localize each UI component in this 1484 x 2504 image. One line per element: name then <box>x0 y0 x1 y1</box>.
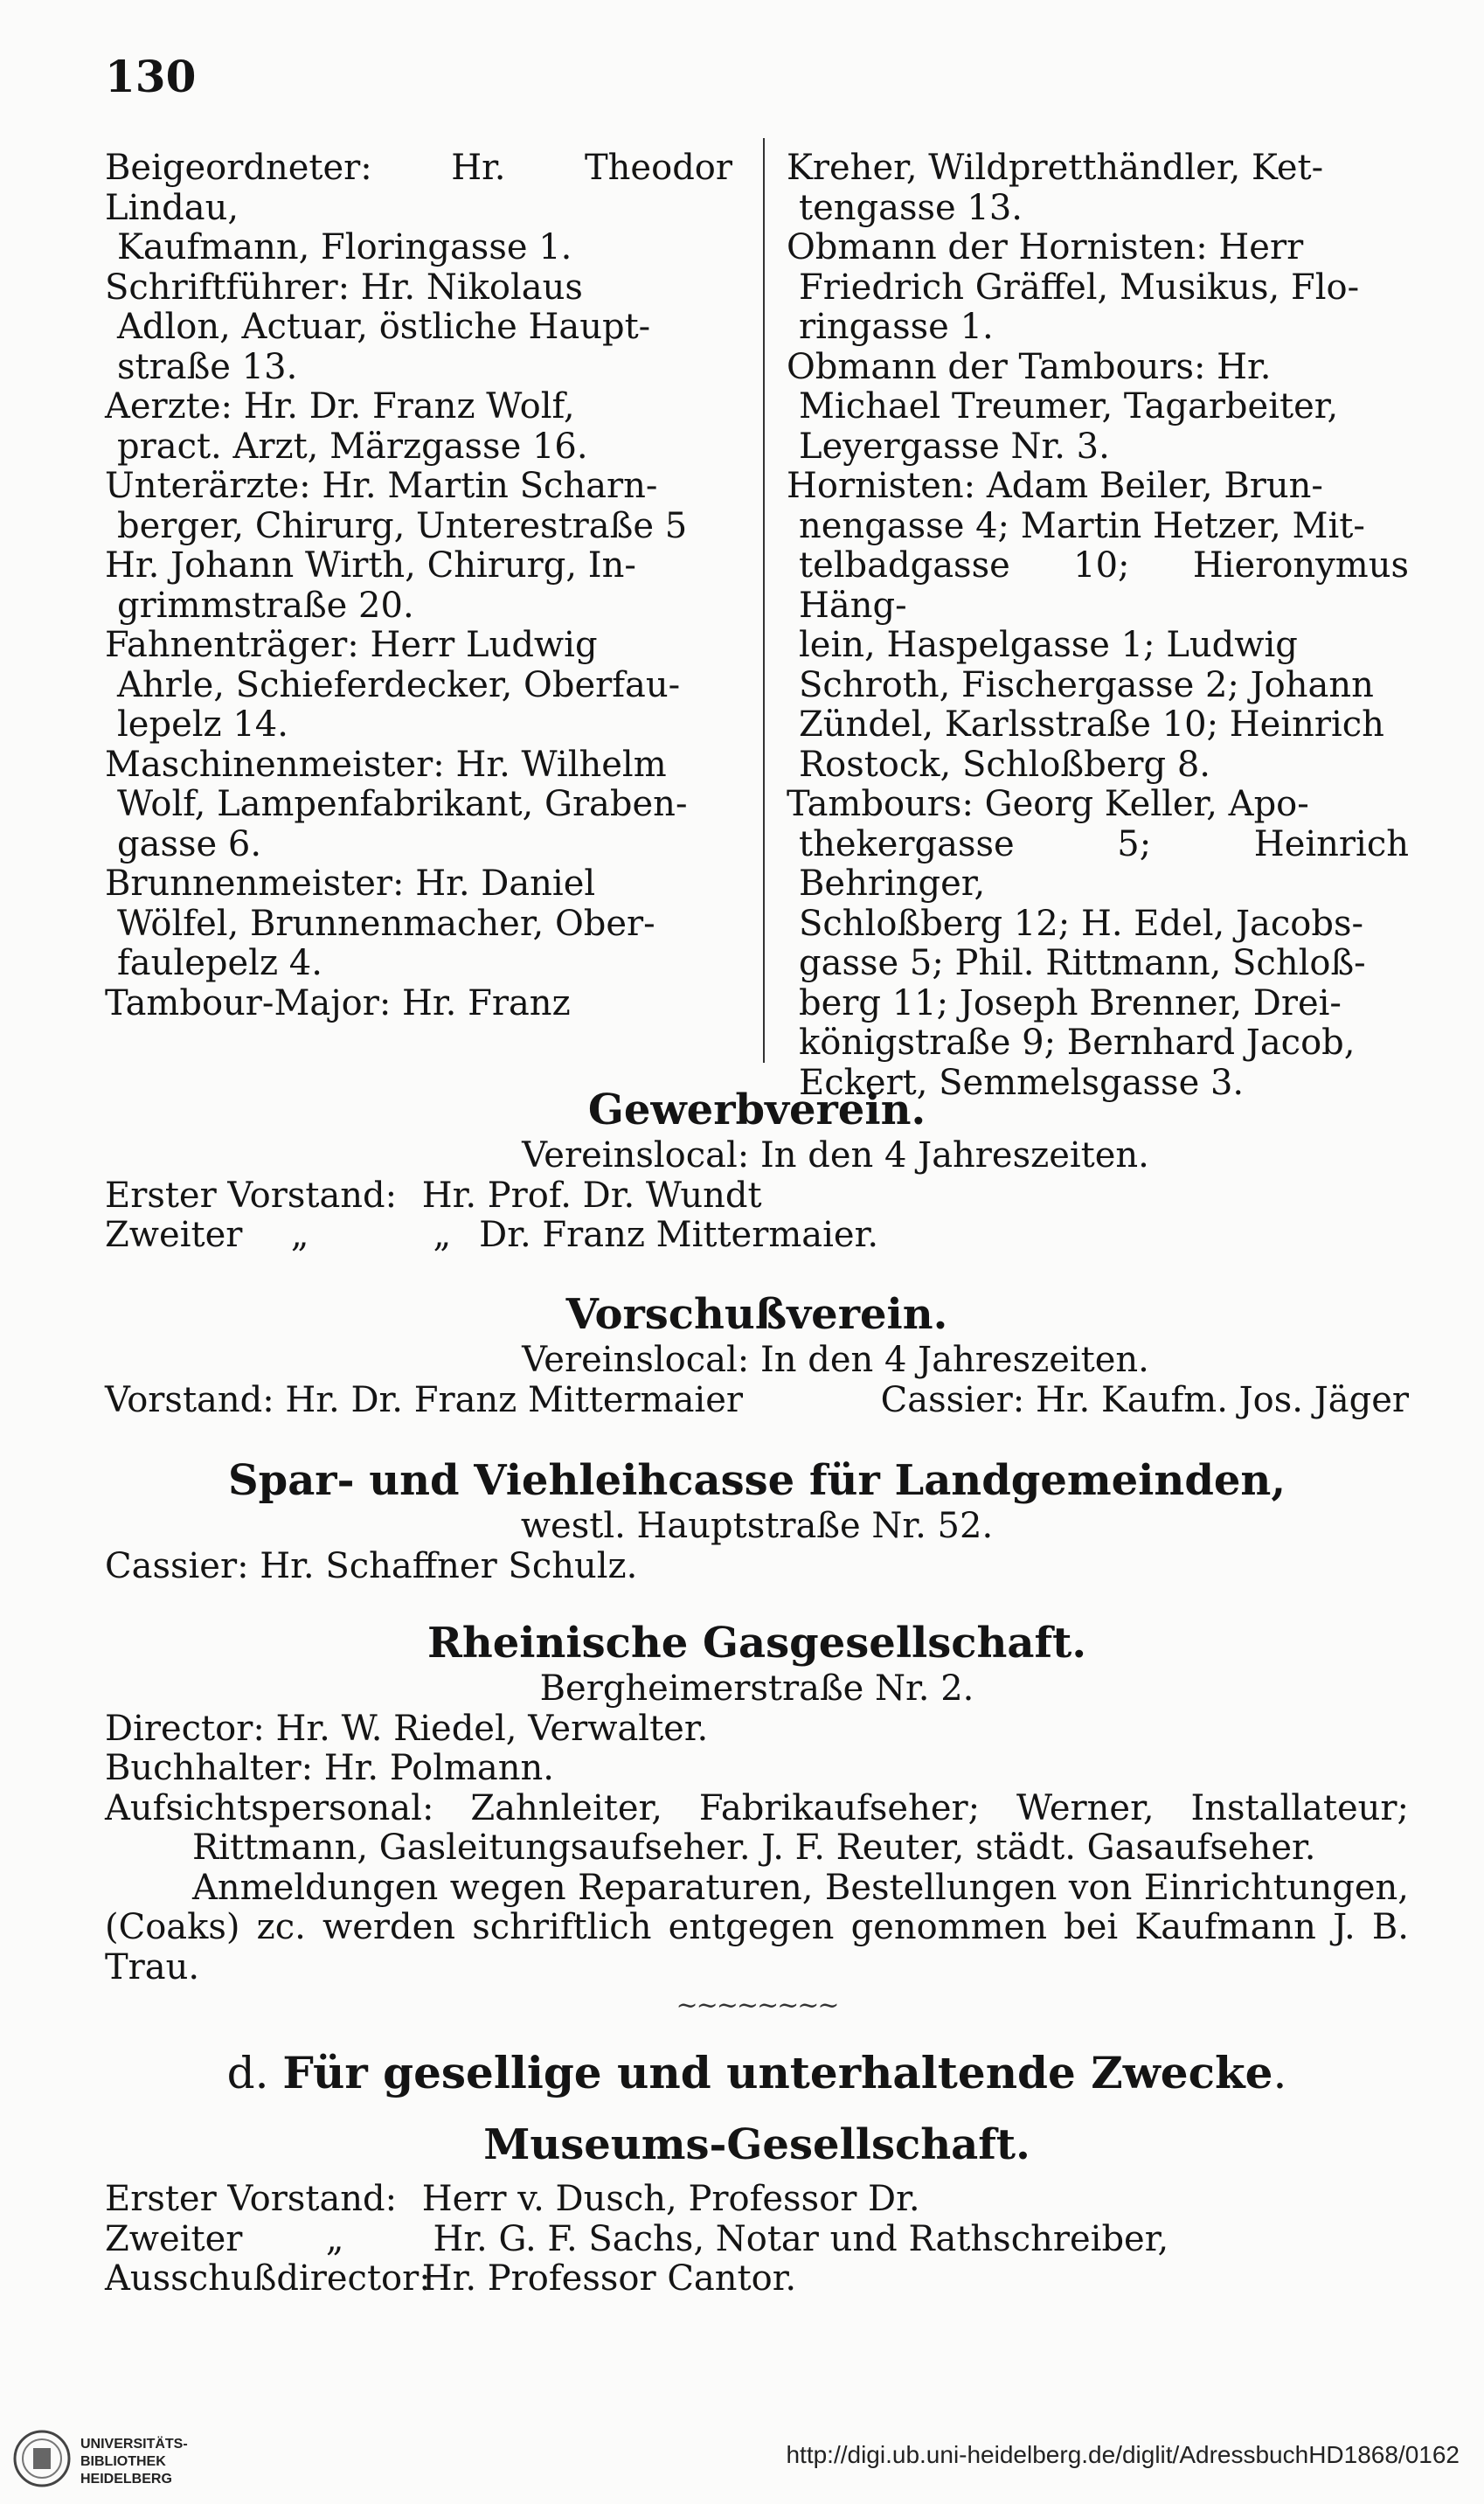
directory-entry <box>787 467 1409 785</box>
vorschussverein-officers <box>105 1381 1409 1421</box>
directory-entry <box>787 348 1409 468</box>
gas-anmeldungen: Anmeldungen wegen Reparaturen, Bestellungen von Einrichtungen, (Coaks) zc. werden schriftlich entgegen genommen bei Kaufmann J. B. Trau. <box>105 1867 1409 1987</box>
museum-second-value: Hr. G. F. Sachs, Notar und Rathschreiber, <box>433 2218 1169 2259</box>
directory-entry <box>105 149 732 268</box>
museum-third-label: Ausschußdirector: <box>105 2258 431 2299</box>
museum-second-label: Zweiter <box>105 2218 243 2259</box>
entry-line: königstraße 9; Bernhard Jacob, <box>799 1023 1356 1063</box>
entry-line: tengasse 13. <box>799 187 1023 228</box>
museum-first-value: Herr v. Dusch, Professor Dr. <box>421 2179 920 2219</box>
directory-entry <box>105 268 732 388</box>
gasgesellschaft-section <box>105 1617 1409 1987</box>
logo-line: HEIDELBERG <box>80 2472 172 2487</box>
entry-line: Zündel, Karlsstraße 10; Heinrich <box>799 704 1384 745</box>
section-d-dot: . <box>1272 2048 1287 2098</box>
gas-buchhalter: Buchhalter: Hr. Polmann. <box>105 1748 555 1788</box>
gewerbverein-section <box>105 1084 1409 1256</box>
directory-entry <box>105 387 732 467</box>
museum-first-row <box>105 2180 1409 2220</box>
directory-entry <box>105 864 732 984</box>
entry-line: lein, Haspelgasse 1; Ludwig <box>799 625 1298 665</box>
footer-bar <box>0 2417 1484 2504</box>
library-logo-text <box>80 2436 188 2488</box>
entry-line: Obmann der Hornisten: Herr <box>787 227 1304 267</box>
gasgesellschaft-title: Rheinische Gasgesellschaft. <box>426 1619 1087 1668</box>
entry-line: pract. Arzt, Märzgasse 16. <box>117 426 588 467</box>
left-column <box>105 149 732 1023</box>
directory-entry <box>787 785 1409 1103</box>
entry-line: Tambour-Major: Hr. Franz <box>105 982 571 1023</box>
entry-line: Unterärzte: Hr. Martin Scharn- <box>105 466 658 506</box>
museum-third-row <box>105 2259 1409 2299</box>
ditto-mark: „ <box>290 1215 309 1255</box>
entry-line: grimmstraße 20. <box>117 585 414 626</box>
entry-line: gasse 5; Phil. Rittmann, Schloß- <box>799 943 1366 983</box>
section-d-title: Für gesellige und unterhaltende Zwecke <box>282 2047 1273 2098</box>
gewerbverein-title: Gewerbverein. <box>587 1086 926 1134</box>
entry-line: Kreher, Wildpretthändler, Ket- <box>787 148 1324 188</box>
page-number: 130 <box>105 51 197 102</box>
entry-line: Brunnenmeister: Hr. Daniel <box>105 864 596 904</box>
first-chair-value: Hr. Prof. Dr. Wundt <box>421 1175 762 1216</box>
entry-line: telbadgasse 10; Hieronymus Häng- <box>799 545 1409 626</box>
entry-line: Aerzte: Hr. Dr. Franz Wolf, <box>105 386 575 427</box>
section-d <box>105 2045 1409 2299</box>
entry-line: straße 13. <box>117 346 298 387</box>
entry-line: Kaufmann, Floringasse 1. <box>117 227 572 267</box>
directory-entry <box>105 984 732 1024</box>
entry-line: Leyergasse Nr. 3. <box>799 426 1110 467</box>
entry-line: berger, Chirurg, Unterestraße 5 <box>117 505 688 546</box>
entry-line: gasse 6. <box>117 823 262 864</box>
entry-line: Eckert, Semmelsgasse 3. <box>799 1062 1245 1103</box>
museum-third-value: Hr. Professor Cantor. <box>421 2258 797 2299</box>
entry-line: ringasse 1. <box>799 307 994 347</box>
cassier-text: Cassier: Hr. Kaufm. Jos. Jäger <box>880 1379 1409 1420</box>
source-url-link[interactable]: http://digi.ub.uni-heidelberg.de/diglit/AdressbuchHD1868/0162 <box>786 2441 1460 2468</box>
section-d-letter: d. <box>226 2048 269 2098</box>
logo-line: BIBLIOTHEK <box>80 2454 166 2469</box>
entry-line: Michael Treumer, Tagarbeiter, <box>799 386 1339 427</box>
directory-entry <box>105 746 732 865</box>
entry-line: Beigeordneter: Hr. Theodor Lindau, <box>105 148 732 228</box>
entry-line: Hornisten: Adam Beiler, Brun- <box>787 466 1323 506</box>
museum-first-label: Erster Vorstand: <box>105 2179 398 2219</box>
entry-line: Wölfel, Brunnenmacher, Ober- <box>117 903 655 944</box>
museum-second-row <box>105 2220 1409 2260</box>
entry-line: Adlon, Actuar, östliche Haupt- <box>117 307 651 347</box>
second-chair-value: Dr. Franz Mittermaier. <box>479 1215 879 1255</box>
gewerbverein-second-row <box>105 1216 1409 1256</box>
vorschussverein-title: Vorschußverein. <box>565 1290 948 1339</box>
ornament-divider: ~~~~~~~~ <box>676 1990 838 2021</box>
museum-title: Museums-Gesellschaft. <box>483 2120 1030 2169</box>
first-chair-label: Erster Vorstand: <box>105 1175 398 1216</box>
entry-line: Friedrich Gräffel, Musikus, Flo- <box>799 267 1360 308</box>
gasgesellschaft-address: Bergheimerstraße Nr. 2. <box>539 1668 974 1709</box>
entry-line: Maschinenmeister: Hr. Wilhelm <box>105 744 667 785</box>
directory-entry <box>787 149 1409 228</box>
entry-line: Schloßberg 12; H. Edel, Jacobs- <box>799 903 1363 944</box>
directory-entry <box>105 546 732 626</box>
logo-line: UNIVERSITÄTS- <box>80 2437 188 2452</box>
entry-line: Fahnenträger: Herr Ludwig <box>105 625 598 665</box>
sparkasse-section <box>105 1454 1409 1586</box>
entry-line: lepelz 14. <box>117 704 288 745</box>
right-column <box>787 149 1409 1103</box>
gewerbverein-local: Vereinslocal: In den 4 Jahreszeiten. <box>522 1135 1149 1176</box>
entry-line: faulepelz 4. <box>117 943 322 983</box>
directory-entry <box>105 626 732 746</box>
entry-line: Obmann der Tambours: Hr. <box>787 346 1272 387</box>
vorstand-text: Vorstand: Hr. Dr. Franz Mittermaier <box>105 1379 744 1420</box>
sparkasse-cassier: Cassier: Hr. Schaffner Schulz. <box>105 1545 638 1586</box>
entry-line: Schriftführer: Hr. Nikolaus <box>105 267 583 308</box>
gas-director: Director: Hr. W. Riedel, Verwalter. <box>105 1708 709 1749</box>
second-chair-label: Zweiter <box>105 1215 243 1255</box>
directory-entry <box>105 467 732 546</box>
vorschussverein-section <box>105 1288 1409 1420</box>
section-d-heading <box>105 2045 1409 2101</box>
ditto-mark: „ <box>325 2218 344 2259</box>
entry-line: Hr. Johann Wirth, Chirurg, In- <box>105 545 636 586</box>
entry-line: thekergasse 5; Heinrich Behringer, <box>799 823 1409 904</box>
entry-line: Wolf, Lampenfabrikant, Graben- <box>117 784 688 824</box>
university-seal-icon <box>12 2429 72 2488</box>
vorschussverein-local: Vereinslocal: In den 4 Jahreszeiten. <box>522 1340 1149 1380</box>
sparkasse-address: westl. Hauptstraße Nr. 52. <box>520 1506 994 1546</box>
entry-line: Rostock, Schloßberg 8. <box>799 744 1210 785</box>
ditto-mark: „ <box>433 1215 452 1255</box>
entry-line: nengasse 4; Martin Hetzer, Mit- <box>799 505 1365 546</box>
gas-aufsicht: Aufsichtspersonal: Zahnleiter, Fabrikaufseher; Werner, Installateur; Rittmann, Gasleitungsaufseher. J. F. Reuter, städt. Gasaufseher. <box>105 1787 1409 1868</box>
sparkasse-title: Spar- und Viehleihcasse für Landgemeinden, <box>227 1456 1286 1505</box>
directory-entry <box>787 228 1409 348</box>
entry-line: Tambours: Georg Keller, Apo- <box>787 784 1309 824</box>
entry-line: Schroth, Fischergasse 2; Johann <box>799 664 1374 705</box>
entry-line: Ahrle, Schieferdecker, Oberfau- <box>117 664 681 705</box>
column-divider <box>763 138 765 1063</box>
gewerbverein-first-row <box>105 1176 1409 1217</box>
entry-line: berg 11; Joseph Brenner, Drei- <box>799 982 1342 1023</box>
